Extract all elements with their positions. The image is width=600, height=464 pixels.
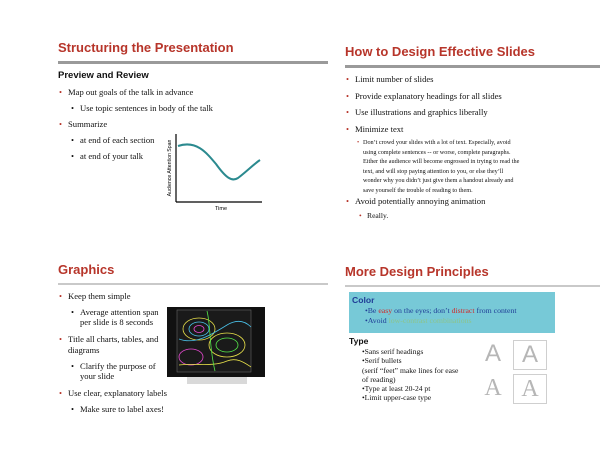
title-rule — [345, 65, 600, 68]
list-item: • Limit number of slides — [345, 74, 600, 85]
list-item: • Don’t crowd your slides with a lot of text. Especially, avoid using complete sentences -- or worse, complete paragraphs. Either the audience will become engrossed in trying to read the text, and will stop paying attention to you, or else they’ll wonder why you didn’t just give them a handout already and save yourself the trouble of reading to them. — [345, 138, 521, 196]
highlight-distract: distract — [451, 306, 475, 315]
text-segment: from content — [474, 306, 517, 315]
x-axis-label: Time — [214, 206, 228, 212]
type-heading: Type — [349, 336, 369, 346]
list-item: • Clarify the purpose of your slide — [58, 361, 168, 382]
color-box — [349, 292, 555, 333]
text-segment: on the eyes; don’t — [392, 306, 452, 315]
serif-a-glyph: A — [484, 375, 502, 401]
list-item: • Provide explanatory headings for all slides — [345, 91, 600, 102]
list-item: •Limit upper-case type — [362, 393, 432, 403]
y-axis-label: Audience Attention Span — [167, 139, 173, 197]
list-item: •Serif bullets — [362, 356, 402, 366]
list-item: (serif “feet” make lines for ease of reading) — [362, 365, 459, 384]
low-contrast-text: low-contrast combinations — [388, 316, 472, 325]
text-segment: •Be — [365, 306, 379, 315]
list-item: • Summarize — [58, 119, 328, 130]
list-item: • Use illustrations and graphics liberally — [345, 107, 600, 118]
color-line-1 — [365, 306, 517, 315]
contour-plot-image — [167, 307, 265, 385]
list-item: • Minimize text — [345, 124, 600, 135]
list-item: • Title all charts, tables, and diagrams — [58, 334, 168, 355]
slide-graphics — [58, 262, 328, 462]
type-list — [362, 347, 462, 403]
subheading: Preview and Review — [58, 70, 149, 81]
attention-span-graph — [166, 132, 266, 212]
list-item: • Make sure to label axes! — [58, 404, 168, 415]
list-item: • Keep them simple — [58, 291, 168, 302]
list-item: • Use clear, explanatory labels — [58, 388, 168, 399]
bullet-list — [345, 74, 600, 221]
slide-structuring — [58, 40, 328, 240]
title-rule — [345, 285, 600, 287]
title-rule — [58, 61, 328, 64]
bullet-list — [58, 291, 168, 415]
attention-curve — [178, 144, 260, 179]
list-item: • Use topic sentences in body of the talk — [58, 103, 328, 114]
title-rule — [58, 283, 328, 285]
sans-a-grid-glyph: A — [513, 340, 547, 370]
slide-title: Structuring the Presentation — [58, 40, 234, 55]
slide-title: How to Design Effective Slides — [345, 44, 535, 59]
attention-graph-svg — [166, 132, 266, 212]
slide-title: Graphics — [58, 262, 115, 277]
list-item: •Sans serif headings — [362, 347, 424, 356]
list-item: • Avoid potentially annoying animation — [345, 196, 600, 207]
color-line-2 — [365, 316, 472, 325]
slide-title: More Design Principles — [345, 264, 489, 279]
serif-a-grid-glyph: A — [513, 374, 547, 404]
slide-more-design — [345, 264, 600, 464]
list-item: • Map out goals of the talk in advance — [58, 87, 328, 98]
list-item: • Really. — [345, 211, 600, 220]
list-item: • at end of each section — [58, 135, 328, 146]
sans-a-glyph: A — [484, 340, 501, 367]
slide-design-effective — [345, 44, 600, 244]
text-segment: •Avoid — [365, 316, 389, 325]
list-item: • at end of your talk — [58, 151, 328, 162]
list-item: •Type at least 20-24 pt — [362, 384, 431, 393]
color-heading: Color — [352, 295, 375, 305]
list-item: • Average attention span per slide is 8 seconds — [58, 307, 168, 328]
typeface-samples — [477, 340, 547, 402]
highlight-easy: easy — [378, 306, 393, 315]
